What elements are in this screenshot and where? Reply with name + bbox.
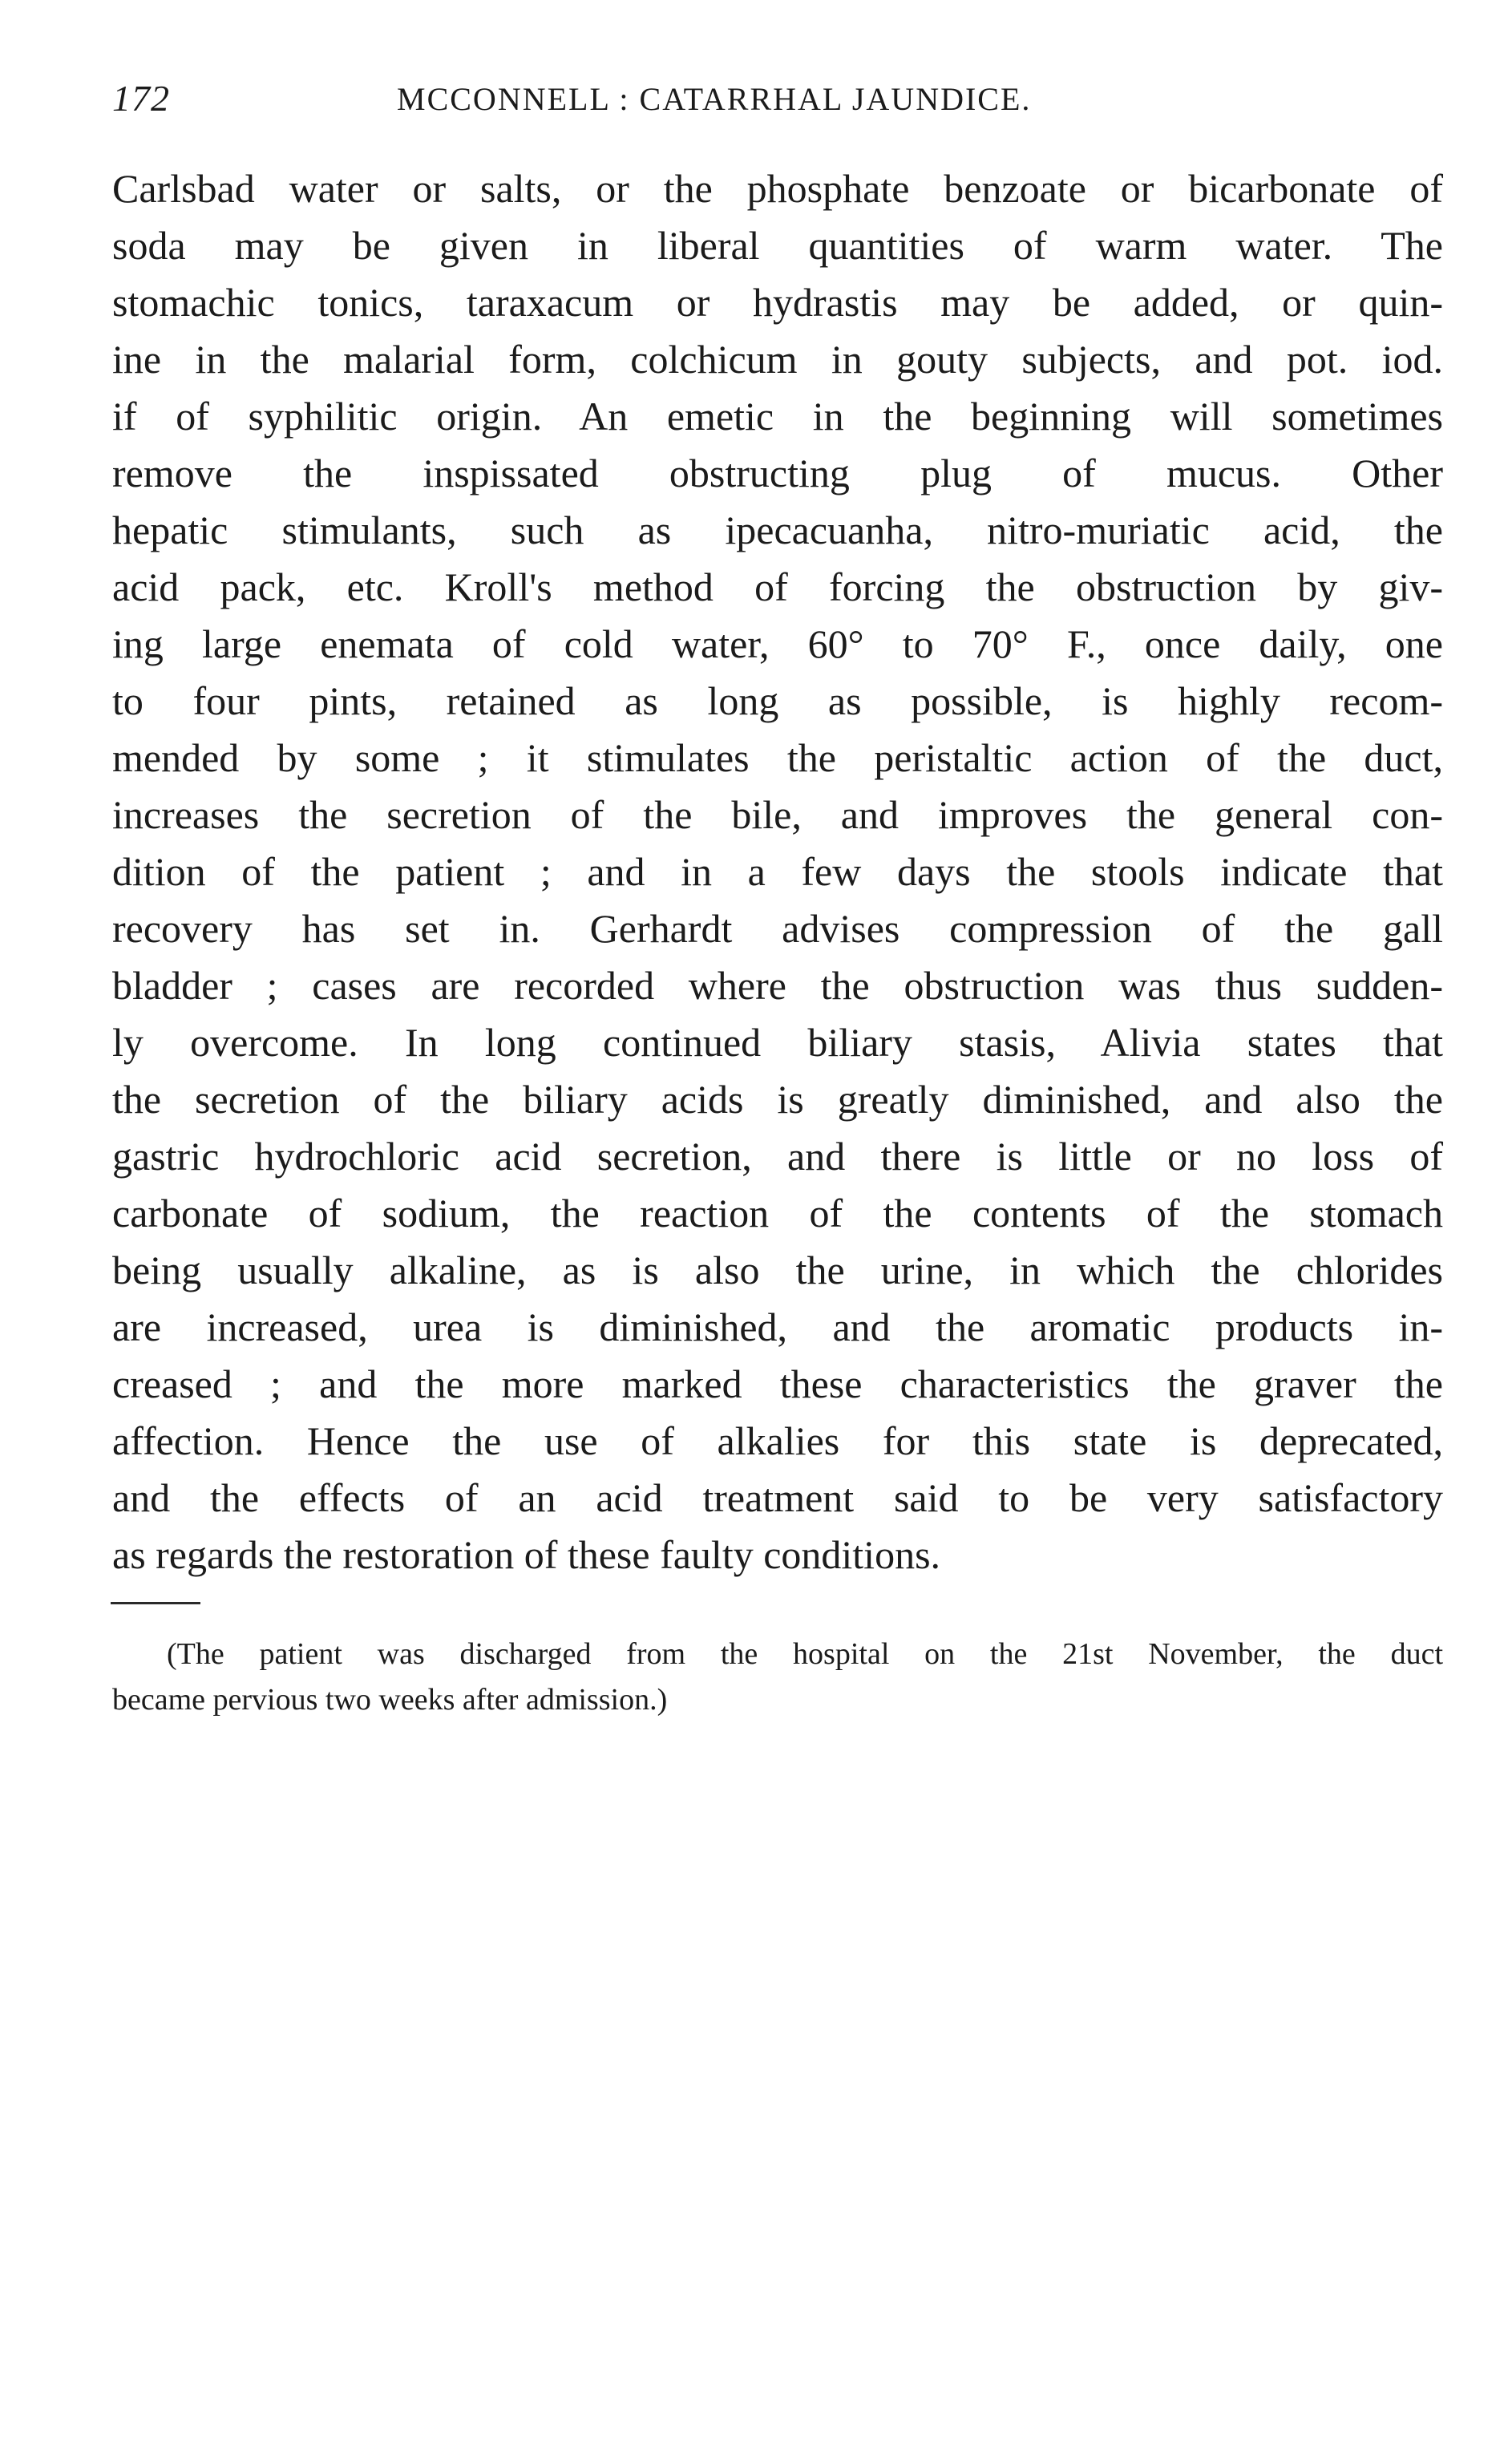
text-line: and the effects of an acid treatment said to be very satisfactory <box>112 1475 1443 1520</box>
text-line: carbonate of sodium, the reaction of the contents of the stomach <box>112 1191 1443 1236</box>
text-line: to four pints, retained as long as possible, is highly recom- <box>112 678 1443 723</box>
text-line: the secretion of the biliary acids is greatly diminished, and also the <box>112 1077 1443 1122</box>
footnote-rule <box>111 1602 200 1604</box>
footnote-line: (The patient was discharged from the hospital on the 21st November, the duct <box>167 1637 1443 1671</box>
text-line: increases the secretion of the bile, and improves the general con- <box>112 792 1443 837</box>
text-line: recovery has set in. Gerhardt advises compression of the gall <box>112 906 1443 951</box>
text-line: are increased, urea is diminished, and the aromatic products in- <box>112 1304 1443 1349</box>
text-line: soda may be given in liberal quantities of warm water. The <box>112 223 1443 268</box>
text-line: affection. Hence the use of alkalies for this state is deprecated, <box>112 1418 1443 1463</box>
page-number: 172 <box>112 78 170 119</box>
text-line: ine in the malarial form, colchicum in gouty subjects, and pot. iod. <box>112 337 1443 382</box>
text-line: stomachic tonics, taraxacum or hydrastis may be added, or quin- <box>112 280 1443 325</box>
text-line: creased ; and the more marked these characteristics the graver the <box>112 1361 1443 1406</box>
text-line: dition of the patient ; and in a few days the stools indicate that <box>112 849 1443 894</box>
text-line: ing large enemata of cold water, 60° to 70° F., once daily, one <box>112 621 1443 666</box>
text-line: hepatic stimulants, such as ipecacuanha, nitro-muriatic acid, the <box>112 508 1443 552</box>
running-title: MCCONNELL : CATARRHAL JAUNDICE. <box>397 81 1032 117</box>
text-line: bladder ; cases are recorded where the obstruction was thus sudden- <box>112 963 1443 1008</box>
text-line: as regards the restoration of these faulty conditions. <box>112 1532 941 1577</box>
text-line: being usually alkaline, as is also the urine, in which the chlorides <box>112 1248 1443 1292</box>
body-paragraph <box>112 160 1443 1583</box>
text-line: gastric hydrochloric acid secretion, and there is little or no loss of <box>112 1134 1443 1179</box>
text-line: acid pack, etc. Kroll's method of forcing the obstruction by giv- <box>112 564 1443 609</box>
footnote <box>112 1632 1443 1723</box>
text-line: mended by some ; it stimulates the peristaltic action of the duct, <box>112 735 1443 780</box>
text-line: remove the inspissated obstructing plug of mucus. Other <box>112 451 1443 495</box>
footnote-line: became pervious two weeks after admission.) <box>112 1683 668 1717</box>
text-line: if of syphilitic origin. An emetic in the beginning will sometimes <box>112 394 1443 439</box>
running-head <box>112 77 1459 125</box>
text-line: ly overcome. In long continued biliary stasis, Alivia states that <box>112 1020 1443 1065</box>
text-line: Carlsbad water or salts, or the phosphate benzoate or bicarbonate of <box>112 166 1443 211</box>
